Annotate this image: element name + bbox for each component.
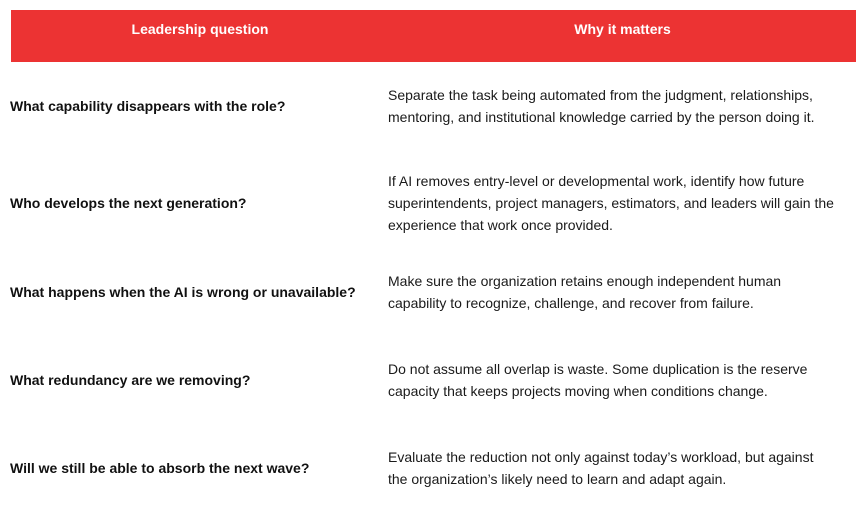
column-header-why xyxy=(389,10,856,62)
table-row xyxy=(0,336,845,424)
why-it-matters: Evaluate the reduction not only against today’s workload, but against the organization’s likely need to learn and adapt again. xyxy=(388,449,814,487)
why-it-matters: If AI removes entry-level or developmental work, identify how future superintendents, project managers, estimators, and leaders will gain the experience that work once provided. xyxy=(388,173,834,233)
leadership-question: What happens when the AI is wrong or unavailable? xyxy=(10,284,356,300)
column-header-question xyxy=(11,10,389,62)
why-it-matters: Make sure the organization retains enough independent human capability to recognize, challenge, and recover from failure. xyxy=(388,273,782,311)
table-header xyxy=(11,10,856,62)
table-row xyxy=(0,435,845,501)
table-row xyxy=(0,259,845,325)
leadership-question: Will we still be able to absorb the next wave? xyxy=(10,460,310,476)
table-row xyxy=(0,62,845,150)
column-header-question-label: Leadership question xyxy=(131,21,269,37)
leadership-question: What redundancy are we removing? xyxy=(10,372,251,388)
table-row xyxy=(0,159,845,247)
column-header-why-label: Why it matters xyxy=(574,21,671,37)
why-it-matters: Do not assume all overlap is waste. Some duplication is the reserve capacity that keeps projects moving when conditions change. xyxy=(388,361,808,399)
leadership-question: Who develops the next generation? xyxy=(10,195,247,211)
leadership-table xyxy=(11,10,856,62)
leadership-question: What capability disappears with the role? xyxy=(10,98,286,114)
why-it-matters: Separate the task being automated from the judgment, relationships, mentoring, and institutional knowledge carried by the person doing it. xyxy=(388,87,815,125)
